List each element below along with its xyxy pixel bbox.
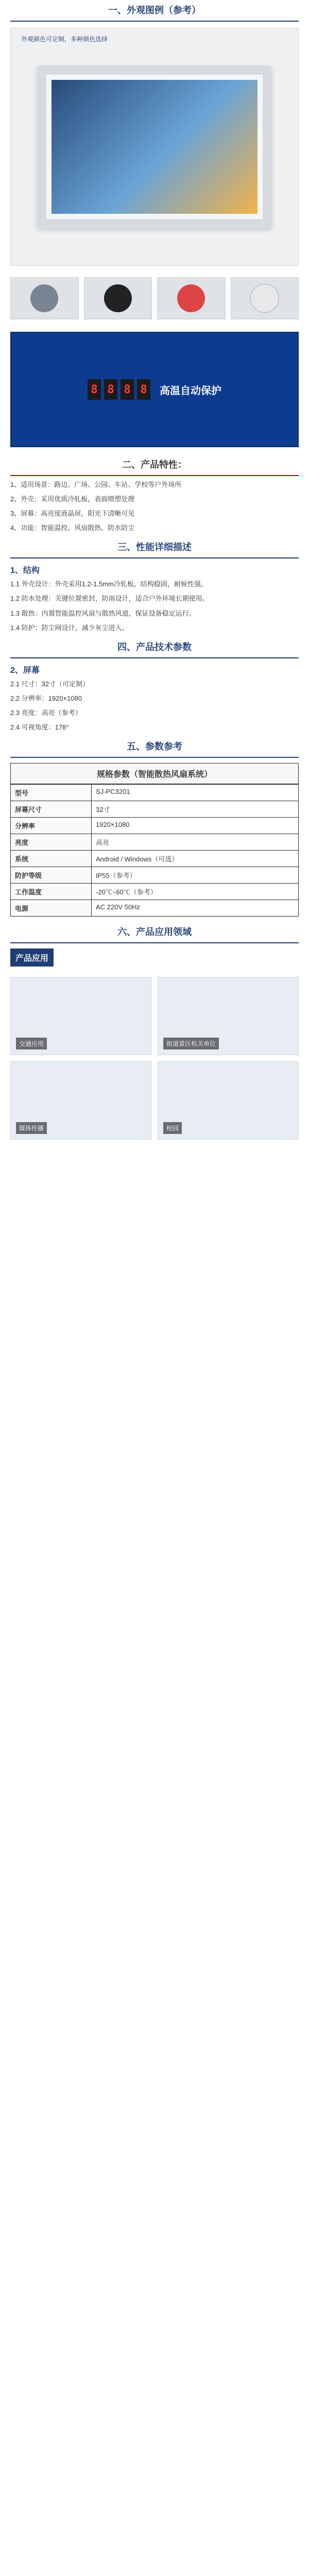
app-label: 交通应用 [16,1038,47,1049]
app-label: 校园 [163,1122,182,1134]
table-row [11,834,298,851]
variant-white [231,277,299,319]
variant-grey [10,277,79,319]
spec-value: 1920×1080 [92,818,299,834]
s4-p4: 2.4 可视角度：178° [10,723,69,732]
spec-value: IP55（参考） [92,867,299,884]
s4-p3: 2.3 亮度：高亮（参考） [10,708,82,717]
section-3-body [0,579,309,633]
s4-subtitle: 2、屏幕 [10,666,40,675]
seg-digit: 8 [137,379,150,400]
section-title-6: 六、产品应用领域 [10,922,299,943]
table-row [11,884,298,900]
s2-p3: 3、屏幕：高亮度液晶屏，阳光下清晰可见 [10,510,135,518]
spec-key: 工作温度 [11,884,92,900]
section-title-1: 一、外观图例（参考） [10,0,299,22]
color-variants [0,272,309,325]
section-title-2: 二、产品特性： [10,454,299,476]
app-label: 媒体传播 [16,1122,47,1134]
spec-value: 32寸 [92,801,299,818]
spec-value: Android / Windows（可选） [92,851,299,867]
hero-image [10,28,299,266]
apps-label: 产品应用 [10,948,54,967]
spec-value: SJ-PC3201 [92,785,299,801]
s3-p4: 1.4 防护：防尘网设计，减少灰尘进入。 [10,623,129,632]
section-title-3: 三、性能详细描述 [10,537,299,558]
s4-p2: 2.2 分辨率：1920×1080 [10,694,82,702]
spec-key: 分辨率 [11,818,92,834]
spec-value: -20℃~60℃（参考） [92,884,299,900]
table-row [11,851,298,867]
table-row [11,785,298,801]
section-2-body [0,479,309,534]
seg-digit: 8 [88,379,101,400]
app-label: 街道景区机关单位 [163,1038,219,1049]
s3-p2: 1.2 防水处理：关键位置密封，防雨设计，适合户外环境长期使用。 [10,595,209,603]
spec-value: 高亮 [92,834,299,851]
spec-key: 电源 [11,900,92,917]
table-row [11,818,298,834]
app-card [158,1061,299,1140]
section-4-body [0,679,309,733]
spec-table-grid [11,784,298,916]
apps-grid [0,972,309,1145]
s4-p1: 2.1 尺寸：32寸（可定制） [10,680,90,688]
seg-digit: 8 [104,379,117,400]
section-title-5: 五、参数参考 [10,736,299,758]
monitor-screen [52,80,258,214]
spec-table [10,763,299,917]
seg-digit: 8 [121,379,134,400]
app-card [10,977,151,1055]
app-card [10,1061,151,1140]
s2-p2: 2、外壳：采用优质冷轧板，表面喷塑处理 [10,495,135,503]
s2-p4: 4、功能：智能温控、风扇散热、防水防尘 [10,524,135,532]
hero-caption: 外观颜色可定制，多种颜色选择 [21,36,108,43]
table-row [11,867,298,884]
monitor-illustration [37,65,272,228]
bottom-spacer [0,1145,309,1150]
s3-p3: 1.3 散热：内置智能温控风扇与散热风道，保证设备稳定运行。 [10,609,196,617]
variant-red [157,277,226,319]
s2-p1: 1、适用场景：路边、广场、公园、车站、学校等户外场所 [10,481,182,488]
s3-subtitle: 1、结构 [10,566,40,575]
spec-key: 防护等级 [11,867,92,884]
control-board-illustration [10,332,299,447]
app-card [158,977,299,1055]
board-title: 高温自动保护 [160,385,221,397]
seven-seg-display [88,379,150,400]
spec-key: 屏幕尺寸 [11,801,92,818]
table-row [11,801,298,818]
spec-key: 系统 [11,851,92,867]
table-row [11,900,298,917]
spec-key: 型号 [11,785,92,801]
variant-black [84,277,152,319]
spec-value: AC 220V 50Hz [92,900,299,917]
spec-table-title: 规格参数（智能散热风扇系统） [11,764,298,784]
s3-p1: 1.1 外壳设计：外壳采用1.2-1.5mm冷轧板，结构稳固，耐候性强。 [10,580,208,588]
section-title-4: 四、产品技术参数 [10,637,299,658]
spec-key: 亮度 [11,834,92,851]
